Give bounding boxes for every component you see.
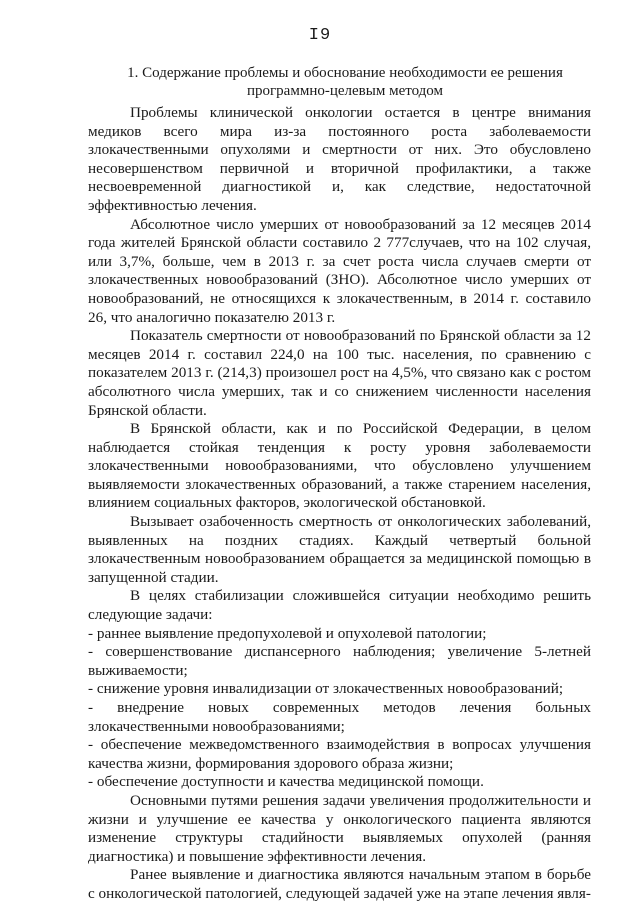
paragraph: Основными путями решения задачи увеличения продолжительности и жизни и улучшение ее качества у онкологического пациента являются изменение структуры стадийности выявляемых опухолей (ранняя диагностика) и повышение эффективности лечения. <box>88 791 591 865</box>
list-item: - совершенствование диспансерного наблюдения; увеличение 5-летней выживаемости; <box>88 643 591 679</box>
list-item: - обеспечение межведомственного взаимодействия в вопросах улучшения качества жизни, формирования здорового образа жизни; <box>88 736 591 772</box>
paragraph: В целях стабилизации сложившейся ситуации необходимо решить следующие задачи: <box>88 587 591 624</box>
paragraph: Ранее выявление и диагностика являются начальным этапом в борьбе с онкологической патологией, следующей задачей уже на этапе лечения явля- <box>88 866 591 902</box>
page-number: I9 <box>308 26 332 45</box>
task-list <box>88 625 591 792</box>
paragraph: Вызывает озабоченность смертность от онкологических заболеваний, выявленных на поздних стадиях. Каждый четвертый больной злокачественным новообразованием обращается за медицинской помощью в запущенной стадии. <box>88 513 591 586</box>
paragraph: Проблемы клинической онкологии остается в центре внимания медиков всего мира из-за постоянного роста заболеваемости злокачественными опухолями и смертности от них. Это обусловлено несовершенством первичной и вторичной профилактики, а также несвоевременной диагностикой и, как следствие, недостаточной эффективностью лечения. <box>88 104 591 214</box>
paragraph: Показатель смертности от новообразований по Брянской области за 12 месяцев 2014 г. составил 224,0 на 100 тыс. населения, по сравнению с показателем 2013 г. (214,3) произошел рост на 4,5%, что связано как с ростом абсолютного числа умерших, так и со снижением численности населения Брянской области. <box>88 327 591 419</box>
list-item: - обеспечение доступности и качества медицинской помощи. <box>88 773 484 791</box>
list-item: - внедрение новых современных методов лечения больных злокачественными новообразованиями; <box>88 699 591 735</box>
body-text <box>88 104 591 904</box>
paragraph: В Брянской области, как и по Российской Федерации, в целом наблюдается стойкая тенденция к росту уровня заболеваемости злокачественными новообразованиями, что обусловлено улучшением выявляемости злокачественных образований, а также старением населения, влиянием социальных факторов, экологической обстановкой. <box>88 420 591 512</box>
list-item: - раннее выявление предопухолевой и опухолевой патологии; <box>88 624 487 642</box>
section-heading: 1. Содержание проблемы и обоснование необходимости ее решения программно-целевым методом <box>127 65 563 99</box>
list-item: - снижение уровня инвалидизации от злокачественных новообразований; <box>88 680 564 698</box>
paragraph: Абсолютное число умерших от новообразований за 12 месяцев 2014 года жителей Брянской области составило 2 777случаев, что на 102 случая, или 3,7%, больше, чем в 2013 г. за счет роста числа случаев смерти от злокачественных новообразований (ЗНО). Абсолютное число умерших от новообразований, не относящихся к злокачественным, в 2014 г. составило 26, что аналогично показателю 2013 г. <box>88 215 591 326</box>
